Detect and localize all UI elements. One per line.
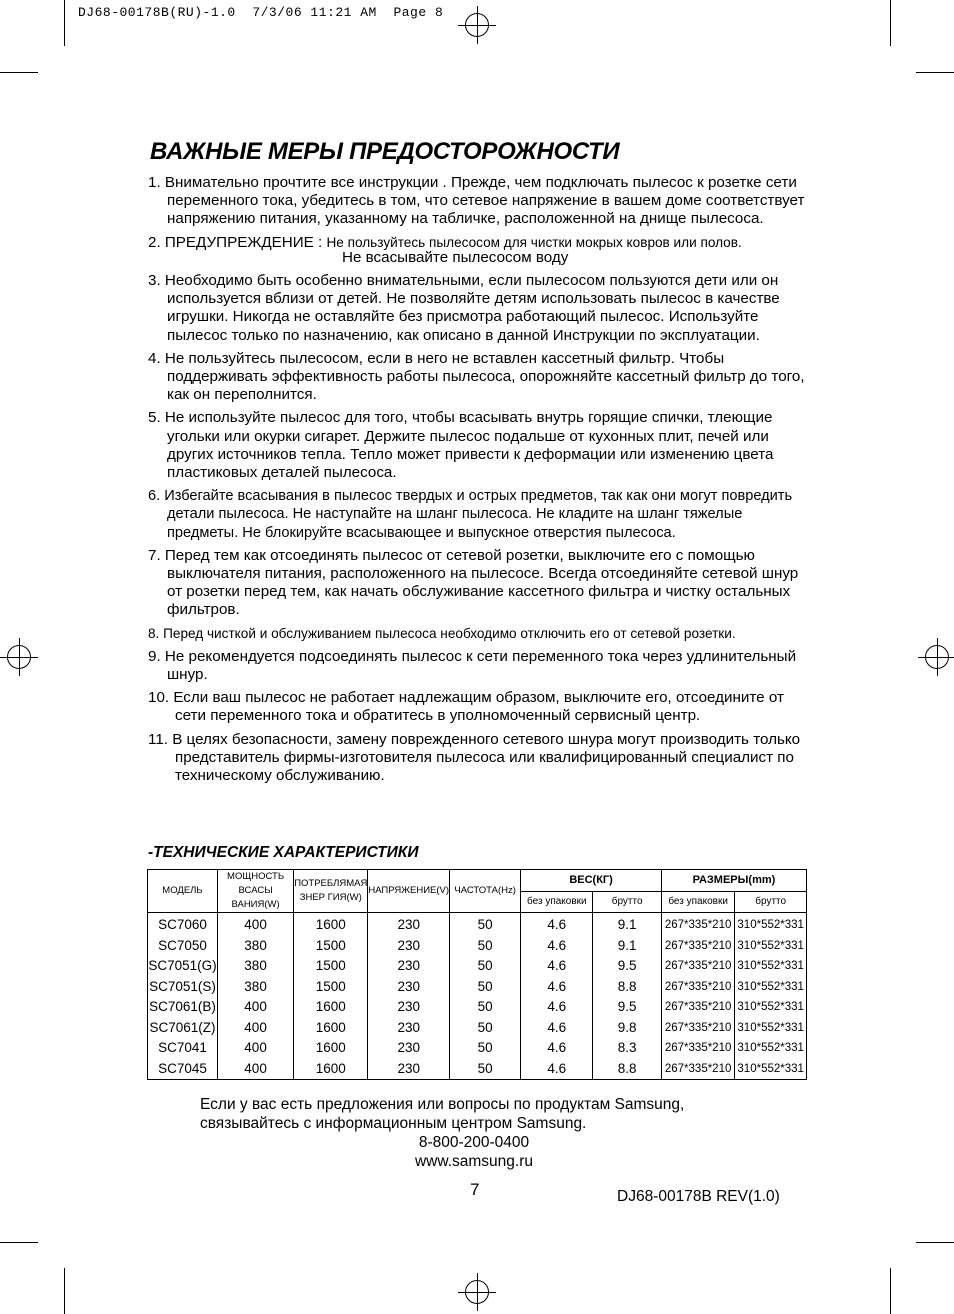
table-cell: 310*552*331 — [735, 977, 807, 998]
specs-table — [147, 869, 807, 1080]
table-cell: 50 — [450, 936, 521, 957]
table-cell: SC7060 — [148, 913, 218, 936]
table-cell: 4.6 — [521, 1059, 593, 1080]
table-cell: 50 — [450, 977, 521, 998]
table-cell: 1600 — [294, 1038, 368, 1059]
list-item: 8. Перед чисткой и обслуживанием пылесоса необходимо отключить его от сетевой розетки. — [148, 625, 736, 641]
table-cell: 50 — [450, 956, 521, 977]
header-consumption: ПОТРЕБЛЯМАЯ ЗНЕР ГИЯ(W) — [294, 870, 368, 913]
table-cell: 400 — [217, 1059, 293, 1080]
table-cell: 4.6 — [521, 1018, 593, 1039]
specs-table-body — [148, 913, 807, 1080]
header-voltage: НАПРЯЖЕНИЕ(V) — [368, 870, 450, 913]
table-cell: 4.6 — [521, 913, 593, 936]
crop-mark — [64, 1268, 65, 1314]
table-cell: 267*335*210 — [661, 913, 734, 936]
table-cell: 1500 — [294, 956, 368, 977]
contact-block — [200, 1095, 800, 1171]
table-cell: 4.6 — [521, 977, 593, 998]
table-row — [148, 1018, 807, 1039]
table-cell: 230 — [368, 977, 450, 998]
table-cell: 310*552*331 — [735, 1059, 807, 1080]
table-cell: 310*552*331 — [735, 956, 807, 977]
crop-mark — [890, 0, 891, 46]
table-cell: 310*552*331 — [735, 1018, 807, 1039]
table-cell: 400 — [217, 997, 293, 1018]
table-cell: 9.1 — [593, 913, 662, 936]
list-item: 10. Если ваш пылесос не работает надлежащим образом, выключите его, отсоедините от сети переменного тока и обратитесь в уполномоченный сервисный центр. — [148, 689, 784, 725]
header-weight-net: без упаковки — [521, 891, 593, 913]
table-cell: SC7061(B) — [148, 997, 218, 1018]
table-cell: SC7051(G) — [148, 956, 218, 977]
header-weight-gross: брутто — [593, 891, 662, 913]
table-cell: 1500 — [294, 977, 368, 998]
table-cell: 267*335*210 — [661, 956, 734, 977]
table-row — [148, 977, 807, 998]
header-frequency: ЧАСТОТА(Hz) — [450, 870, 521, 913]
list-item: 1. Внимательно прочтите все инструкции . Прежде, чем подключать пылесос к розетке сети переменного тока, убедитесь в том, что сетевое напряжение в вашем доме соответствует напряжению питания, указанному на табличке, расположенной на днище пылесоса. — [148, 174, 805, 228]
table-cell: 267*335*210 — [661, 977, 734, 998]
crop-mark — [916, 1242, 954, 1243]
list-item: 6. Избегайте всасывания в пылесос твердых и острых предметов, так как они могут повредить детали пылесоса. Не наступайте на шланг пылесоса. Не кладите на шланг тяжелые предметы. Не блокируйте всасывающее и выпускное отверстия пылесоса. — [148, 488, 793, 541]
registration-mark-icon — [925, 645, 949, 669]
table-cell: SC7041 — [148, 1038, 218, 1059]
table-cell: 1600 — [294, 1018, 368, 1039]
table-cell: 230 — [368, 936, 450, 957]
warning-item — [148, 234, 812, 267]
specs-title: -ТЕХНИЧЕСКИЕ ХАРАКТЕРИСТИКИ — [148, 844, 419, 861]
table-cell: 4.6 — [521, 997, 593, 1018]
table-cell: 50 — [450, 997, 521, 1018]
table-row — [148, 1038, 807, 1059]
list-item: 5. Не используйте пылесос для того, чтобы всасывать внутрь горящие спички, тлеющие угольки или окурки сигарет. Держите пылесос подальше от кухонных плит, печей или других источников тепла. Тепло может привести к деформации или изменению цвета пластиковых деталей пылесоса. — [148, 409, 774, 482]
crop-mark — [916, 72, 954, 73]
table-cell: 9.1 — [593, 936, 662, 957]
table-cell: 9.8 — [593, 1018, 662, 1039]
table-cell: 1600 — [294, 1059, 368, 1080]
page-title: ВАЖНЫЕ МЕРЫ ПРЕДОСТОРОЖНОСТИ — [150, 138, 620, 165]
list-item: 4. Не пользуйтесь пылесосом, если в него не вставлен кассетный фильтр. Чтобы поддерживать эффективность работы пылесоса, опорожняйте кассетный фильтр до того, как он переполнится. — [148, 349, 805, 404]
table-cell: 230 — [368, 913, 450, 936]
list-item: 3. Необходимо быть особенно внимательными, если пылесосом пользуются дети или он используется вблизи от детей. Не позволяйте детям использовать пылесос в качестве игрушки. Никогда не оставляйте без присмотра работающий пылесос. Используйте пылесос только по назначению, как описано в данной Инструкции по эксплуатации. — [148, 272, 780, 344]
table-row — [148, 997, 807, 1018]
header-suction: МОЩНОСТЬ ВСАСЫ ВАНИЯ(W) — [217, 870, 293, 913]
contact-line: связывайтесь с информационным центром Samsung. — [200, 1115, 587, 1132]
table-cell: 8.3 — [593, 1038, 662, 1059]
contact-website[interactable]: www.samsung.ru — [414, 1153, 533, 1170]
table-cell: SC7045 — [148, 1059, 218, 1080]
table-cell: 310*552*331 — [735, 913, 807, 936]
table-cell: 400 — [217, 1018, 293, 1039]
header-weight: ВЕС(КГ) — [521, 870, 662, 892]
table-cell: 230 — [368, 1059, 450, 1080]
table-cell: 1600 — [294, 913, 368, 936]
table-row — [148, 936, 807, 957]
table-cell: 9.5 — [593, 997, 662, 1018]
table-cell: 1500 — [294, 936, 368, 957]
table-cell: 380 — [217, 977, 293, 998]
table-cell: 380 — [217, 936, 293, 957]
document-code: DJ68-00178B REV(1.0) — [617, 1188, 780, 1205]
header-dim-net: без упаковки — [661, 891, 734, 913]
table-cell: 50 — [450, 1018, 521, 1039]
table-cell: SC7051(S) — [148, 977, 218, 998]
table-cell: 9.5 — [593, 956, 662, 977]
table-cell: 50 — [450, 1059, 521, 1080]
warning-label: 2. ПРЕДУПРЕЖДЕНИЕ : — [148, 233, 323, 251]
table-row — [148, 1059, 807, 1080]
crop-mark — [0, 72, 38, 73]
registration-mark-icon — [7, 645, 31, 669]
list-item: 11. В целях безопасности, замену поврежденного сетевого шнура могут производить только представитель фирмы-изготовителя пылесоса или квалифицированный специалист по техническому обслуживанию. — [148, 730, 801, 785]
print-header: DJ68-00178B(RU)-1.0 7/3/06 11:21 AM Page 8 — [78, 5, 444, 20]
table-cell: 50 — [450, 913, 521, 936]
table-cell: 267*335*210 — [661, 936, 734, 957]
table-cell: 400 — [217, 913, 293, 936]
table-cell: 267*335*210 — [661, 1038, 734, 1059]
table-cell: 380 — [217, 956, 293, 977]
warning-line: Не пользуйтесь пылесосом для чистки мокрых ковров или полов. — [326, 234, 742, 250]
table-cell: 4.6 — [521, 956, 593, 977]
crop-mark — [0, 1242, 38, 1243]
precautions-list — [148, 174, 812, 790]
table-cell: 310*552*331 — [735, 1038, 807, 1059]
table-cell: SC7061(Z) — [148, 1018, 218, 1039]
table-cell: 230 — [368, 956, 450, 977]
table-cell: 230 — [368, 1038, 450, 1059]
table-cell: 400 — [217, 1038, 293, 1059]
table-cell: 310*552*331 — [735, 936, 807, 957]
table-row — [148, 956, 807, 977]
header-dim-gross: брутто — [735, 891, 807, 913]
crop-mark — [890, 1268, 891, 1314]
contact-line: Если у вас есть предложения или вопросы по продуктам Samsung, — [200, 1096, 685, 1113]
table-cell: 230 — [368, 1018, 450, 1039]
crop-mark — [64, 0, 65, 46]
list-item: 7. Перед тем как отсоединять пылесос от сетевой розетки, выключите его с помощью выключателя питания, расположенного на пылесосе. Всегда отсоединяйте сетевой шнур от розетки перед тем, как начать обслуживание кассетного фильтра и чистку остальных фильтров. — [148, 546, 799, 619]
list-item: 9. Не рекомендуется подсоединять пылесос к сети переменного тока через удлинительный шнур. — [148, 647, 797, 684]
warning-line: Не всасывайте пылесосом воду — [342, 248, 569, 266]
table-cell: 8.8 — [593, 977, 662, 998]
table-cell: 267*335*210 — [661, 1059, 734, 1080]
table-cell: 4.6 — [521, 936, 593, 957]
header-model: МОДЕЛЬ — [148, 870, 218, 913]
table-cell: 1600 — [294, 997, 368, 1018]
table-cell: 230 — [368, 997, 450, 1018]
table-cell: 8.8 — [593, 1059, 662, 1080]
table-cell: 50 — [450, 1038, 521, 1059]
table-row — [148, 913, 807, 936]
registration-mark-icon — [465, 13, 489, 37]
table-cell: SC7050 — [148, 936, 218, 957]
table-cell: 310*552*331 — [735, 997, 807, 1018]
table-cell: 267*335*210 — [661, 997, 734, 1018]
header-dimensions: РАЗМЕРЫ(mm) — [661, 870, 806, 892]
table-cell: 4.6 — [521, 1038, 593, 1059]
table-cell: 267*335*210 — [661, 1018, 734, 1039]
contact-phone: 8-800-200-0400 — [418, 1134, 530, 1151]
registration-mark-icon — [465, 1280, 489, 1304]
page-number: 7 — [470, 1180, 480, 1199]
